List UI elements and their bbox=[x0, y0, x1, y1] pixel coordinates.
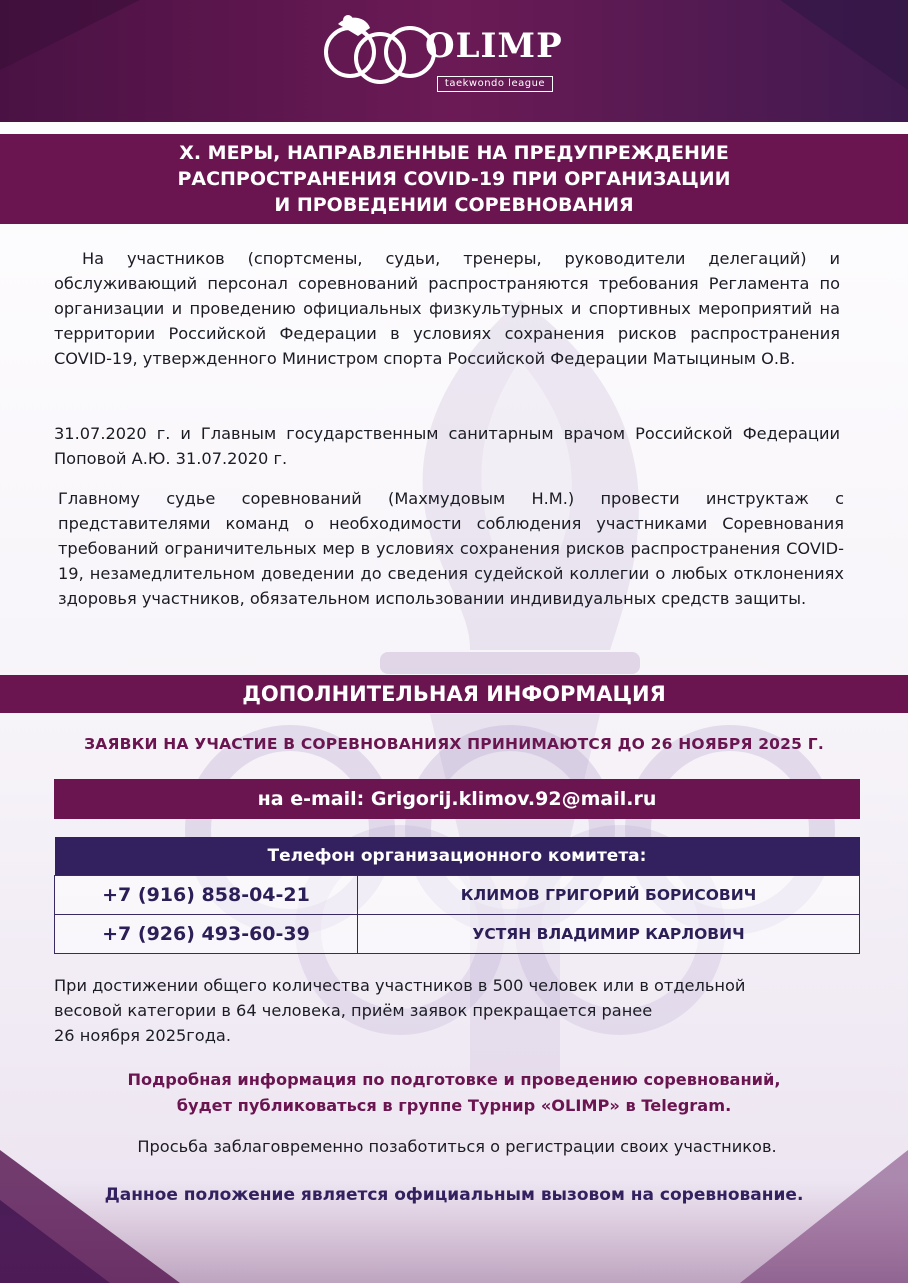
participant-limit-paragraph bbox=[54, 973, 860, 1048]
limit-line-2: весовой категории в 64 человека, приём заявок прекращается ранее bbox=[54, 1001, 653, 1020]
contacts-table-header: Телефон организационного комитета: bbox=[55, 837, 860, 876]
section-x-title-line-2: РАСПРОСТРАНЕНИЯ COVID-19 ПРИ ОРГАНИЗАЦИИ bbox=[177, 168, 731, 190]
telegram-note-line-2: будет публиковаться в группе Турнир «OLIMP» в Telegram. bbox=[176, 1096, 732, 1115]
telegram-note bbox=[0, 1067, 908, 1119]
logo-subtitle: taekwondo league bbox=[437, 76, 553, 92]
contacts-table bbox=[54, 837, 860, 954]
chief-judge-instruction-paragraph: Главному судье соревнований (Махмудовым Н.М.) провести инструктаж с представителями команд о необходимости соблюдения участниками Соревнования требований ограничительных мер в условиях сохранения рисков распространения COVID-19, незамедлительном доведении до сведения судейской коллегии о любых отклонениях здоровья участников, обязательном использовании индивидуальных средств защиты. bbox=[58, 489, 844, 608]
table-row bbox=[55, 876, 860, 915]
contacts-table-header-row bbox=[55, 837, 860, 876]
email-bar bbox=[54, 779, 860, 819]
limit-line-3: 26 ноября 2025года. bbox=[54, 1026, 231, 1045]
section-x-title-line-1: X. МЕРЫ, НАПРАВЛЕННЫЕ НА ПРЕДУПРЕЖДЕНИЕ bbox=[179, 142, 729, 164]
logo-wordmark: OLIMP bbox=[425, 26, 563, 66]
section-x-title-line-3: И ПРОВЕДЕНИИ СОРЕВНОВАНИЯ bbox=[274, 194, 634, 216]
official-invitation-note: Данное положение является официальным вызовом на соревнование. bbox=[104, 1185, 804, 1205]
covid-regulation-paragraph: На участников (спортсмены, судьи, тренеры, руководители делегаций) и обслуживающий персонал соревнований распространяются требования Регламента по организации и проведению официальных физкультурных и спортивных мероприятий на территории Российской Федерации в условиях сохранения рисков распространения COVID-19, утвержденного Министром спорта Российской Федерации Матыциным О.В. bbox=[54, 249, 840, 368]
section-x-title-band bbox=[0, 134, 908, 224]
contact-name: КЛИМОВ ГРИГОРИЙ БОРИСОВИЧ bbox=[358, 876, 860, 915]
registration-request: Просьба заблаговременно позаботиться о регистрации своих участников. bbox=[137, 1137, 777, 1156]
contact-phone[interactable]: +7 (926) 493-60-39 bbox=[55, 915, 358, 954]
contact-name: УСТЯН ВЛАДИМИР КАРЛОВИЧ bbox=[358, 915, 860, 954]
header-band bbox=[0, 0, 908, 122]
contact-phone[interactable]: +7 (916) 858-04-21 bbox=[55, 876, 358, 915]
table-row bbox=[55, 915, 860, 954]
limit-line-1: При достижении общего количества участников в 500 человек или в отдельной bbox=[54, 976, 746, 995]
application-deadline: ЗАЯВКИ НА УЧАСТИЕ В СОРЕВНОВАНИЯХ ПРИНИМАЮТСЯ ДО 26 НОЯБРЯ 2025 Г. bbox=[84, 735, 824, 753]
covid-regulation-date-paragraph: 31.07.2020 г. и Главным государственным санитарным врачом Российской Федерации Поповой А.Ю. 31.07.2020 г. bbox=[54, 424, 840, 468]
email-prefix: на e-mail: bbox=[257, 788, 371, 810]
telegram-note-line-1: Подробная информация по подготовке и проведению соревнований, bbox=[127, 1070, 781, 1089]
additional-info-title-band: ДОПОЛНИТЕЛЬНАЯ ИНФОРМАЦИЯ bbox=[0, 675, 908, 713]
email-address[interactable]: Grigorij.klimov.92@mail.ru bbox=[370, 788, 657, 810]
